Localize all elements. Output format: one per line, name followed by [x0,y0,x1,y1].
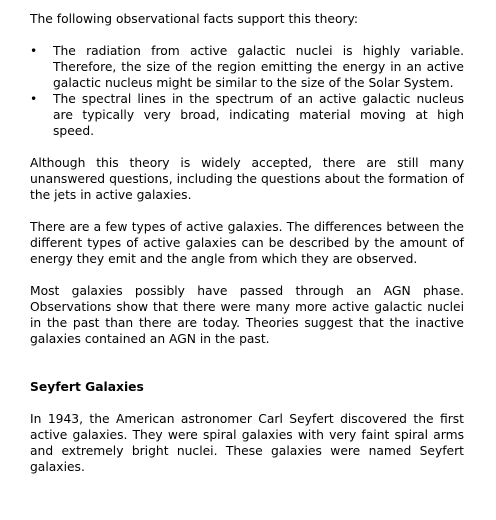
list-item [30,43,464,91]
paragraph-theory-questions: Although this theory is widely accepted, there are still many unanswered questions, including the questions about the formation of the jets in active galaxies. [30,156,464,202]
list-item-text: The radiation from active galactic nuclei is highly variable. Therefore, the size of the region emitting the energy in an active galactic nucleus might be similar to the size of the Solar System. [53,44,464,90]
section-heading: Seyfert Galaxies [30,380,144,394]
bullet-icon: • [30,44,38,58]
evidence-list [30,43,464,139]
paragraph-seyfert: In 1943, the American astronomer Carl Seyfert discovered the first active galaxies. They were spiral galaxies with very faint spiral arms and extremely bright nuclei. These galaxies were named Seyfert galaxies. [30,412,464,474]
list-item-text: The spectral lines in the spectrum of an active galactic nucleus are typically very broad, indicating material moving at high speed. [53,92,464,138]
paragraph-galaxy-types: There are a few types of active galaxies. The differences between the different types of active galaxies can be described by the amount of energy they emit and the angle from which they are observed. [30,220,464,266]
intro-text: The following observational facts support this theory: [30,12,359,26]
bullet-icon: • [30,92,38,106]
document-body [30,11,464,491]
list-item [30,91,464,139]
paragraph-agn-phase: Most galaxies possibly have passed through an AGN phase. Observations show that there were many more active galactic nuclei in the past than there are today. Theories suggest that the inactive galaxies contained an AGN in the past. [30,284,464,346]
